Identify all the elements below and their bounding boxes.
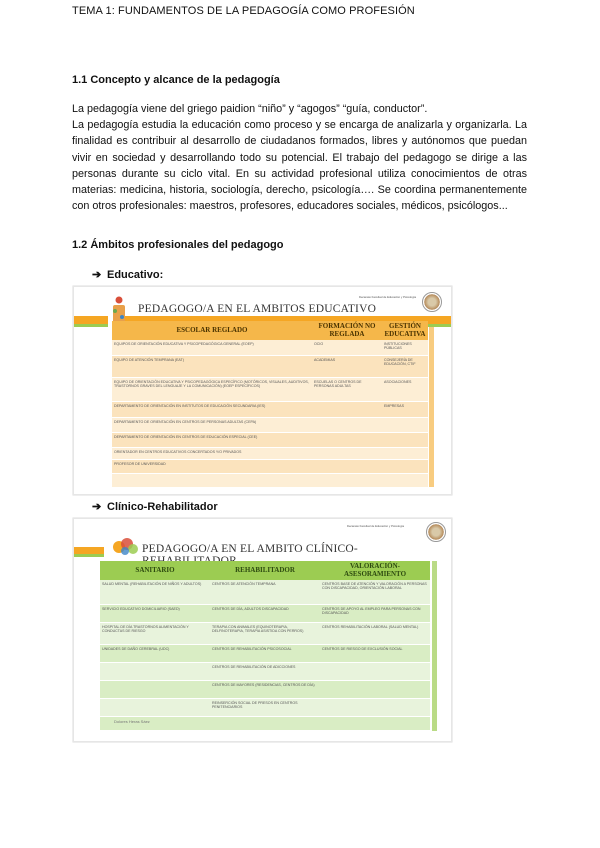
table-cell: ESCUELAS O CENTROS DE PERSONAS ADULTAS — [312, 377, 382, 401]
table-cell — [312, 401, 382, 417]
table-row — [112, 340, 428, 355]
col-header: VALORACIÓN-ASESORAMIENTO — [320, 561, 430, 580]
table-cell: DEPARTAMENTO DE ORIENTACIÓN EN CENTROS DE PERSONAS ADULTAS (CEPA) — [112, 417, 312, 432]
slide-clinico — [73, 518, 452, 742]
bullet-clinico — [92, 500, 218, 513]
table-cell: CENTROS DE MAYORES (RESIDENCIAS, CENTROS DE DÍA) — [210, 680, 320, 698]
table-cell: UNIDADES DE DAÑO CEREBRAL (UDC) — [100, 644, 210, 662]
table-cell: CENTROS DE REHABILITACIÓN DE ADICCIONES — [210, 662, 320, 680]
slide-author: Dolores Heras Sáez — [114, 719, 150, 724]
table-cell: EQUIPO DE ORIENTACIÓN EDUCATIVA Y PSICOPEDAGÓGICA ESPECÍFICO (MOTÓRICOS, VISUALES, AUDITIVOS, TRASTORNOS GRAVES DEL LENGUAJE Y LA COMUNICACIÓN) (EOEP ESPECÍFICOS) — [112, 377, 312, 401]
table-cell — [320, 680, 430, 698]
table-row — [100, 622, 430, 644]
slide-title: PEDAGOGO/A EN EL AMBITOS EDUCATIVO — [138, 303, 377, 315]
table-row — [112, 459, 428, 473]
arrow-icon: ➔ — [92, 501, 102, 513]
table-row — [100, 644, 430, 662]
table-cell — [320, 698, 430, 716]
table-cell — [312, 432, 382, 447]
university-seal-icon — [422, 292, 442, 312]
table-row — [100, 698, 430, 716]
col-header: REHABILITADOR — [210, 561, 320, 580]
concept-paragraph — [72, 101, 527, 214]
table-cell: EQUIPOS DE ORIENTACIÓN EDUCATIVA Y PSICOPEDAGÓGICA GENERAL (EOEP) — [112, 340, 312, 355]
table-cell: PROFESOR DE UNIVERSIDAD — [112, 459, 312, 473]
table-cell — [210, 716, 320, 730]
table-cell: ASOCIACIONES — [382, 377, 428, 401]
page-header: TEMA 1: FUNDAMENTOS DE LA PEDAGOGÍA COMO PROFESIÓN — [72, 5, 415, 17]
table-cell: CENTROS DE DÍA, ADULTOS DISCAPACIDAD — [210, 604, 320, 622]
institution-name: Decanato Facultad de Educación y Psicología — [358, 295, 416, 299]
table-cell — [382, 459, 428, 473]
clinico-table — [100, 561, 430, 731]
table-cell: CENTROS DE APOYO AL EMPLEO PARA PERSONAS CON DISCAPACIDAD — [320, 604, 430, 622]
table-cell: ORIENTADOR EN CENTROS EDUCATIVOS CONCERTADOS Y/O PRIVADOS — [112, 447, 312, 459]
table-cell: CENTROS DE ATENCIÓN TEMPRANA — [210, 580, 320, 604]
table-cell — [112, 473, 312, 487]
table-cell — [320, 662, 430, 680]
table-cell: CENTROS REHABILITACIÓN LABORAL (SALUD MENTAL) — [320, 622, 430, 644]
etymology-text: La pedagogía viene del griego paidion “niño” y “agogos” “guía, conductor”. — [72, 103, 428, 115]
section-title-areas: 1.2 Ámbitos profesionales del pedagogo — [72, 239, 284, 251]
slide-educativo — [73, 286, 452, 495]
table-row — [112, 355, 428, 377]
table-cell: CONSEJERÍA DE EDUCACIÓN, CTIF — [382, 355, 428, 377]
table-row — [112, 473, 428, 487]
table-cell: EMPRESAS — [382, 401, 428, 417]
table-cell: OCIO — [312, 340, 382, 355]
bullet-label: Clínico-Rehabilitador — [107, 501, 218, 513]
col-header: GESTIÓN EDUCATIVA — [382, 321, 428, 340]
table-cell — [382, 447, 428, 459]
table-cell: CENTROS DE REHABILITACIÓN PSICOSOCIAL — [210, 644, 320, 662]
bullet-educativo — [92, 268, 163, 281]
col-header: SANITARIO — [100, 561, 210, 580]
table-cell: DEPARTAMENTO DE ORIENTACIÓN EN INSTITUTOS DE EDUCACIÓN SECUNDARIA (IES) — [112, 401, 312, 417]
table-cell — [100, 680, 210, 698]
arrow-icon: ➔ — [92, 269, 102, 281]
table-cell: DEPARTAMENTO DE ORIENTACIÓN EN CENTROS DE EDUCACIÓN ESPECIAL (CEE) — [112, 432, 312, 447]
table-cell — [382, 432, 428, 447]
table-cell: HOSPITAL DE DÍA TRASTORNOS ALIMENTACIÓN Y CONDUCTAS DE RIESGO — [100, 622, 210, 644]
table-cell: REINSERCIÓN SOCIAL DE PRESOS EN CENTROS PENITENCIARIOS — [210, 698, 320, 716]
table-row — [112, 432, 428, 447]
table-cell — [312, 473, 382, 487]
table-cell: ACADEMIAS — [312, 355, 382, 377]
section-title-concept: 1.1 Concepto y alcance de la pedagogía — [72, 74, 280, 86]
table-cell: CENTROS BASE DE ATENCIÓN Y VALORACIÓN A PERSONAS CON DISCAPACIDAD, ORIENTACIÓN LABORAL — [320, 580, 430, 604]
slide-title: PEDAGOGO/A EN EL AMBITO CLÍNICO- — [142, 543, 358, 555]
col-header: ESCOLAR REGLADO — [112, 321, 312, 340]
university-seal-icon — [426, 522, 446, 542]
table-cell — [312, 459, 382, 473]
definition-text: La pedagogía estudia la educación como proceso y se encarga de analizarla y organizarla. La finalidad es contribuir al desarrollo de ciudadanos formados, libres y autónomos que puedan vivir en sociedad y desarrollando todo su potencial. El trabajo del pedagogo se dirige a las personas durante su ciclo vital. En su actividad profesional utiliza conocimientos de otras materias: medicina, historia, sociología, derecho, psicología…. Se coordina permanentemente con otros profesionales: maestros, profesores, educadores sociales, médicos, psicólogos... — [72, 119, 527, 213]
table-cell — [100, 698, 210, 716]
colorful-circles-icon — [112, 535, 140, 557]
bullet-label: Educativo: — [107, 269, 164, 281]
table-cell — [312, 417, 382, 432]
table-row — [112, 401, 428, 417]
table-cell — [382, 417, 428, 432]
table-cell: INSTITUCIONES PÚBLICAS — [382, 340, 428, 355]
table-row — [100, 662, 430, 680]
institution-name: Decanato Facultad de Educación y Psicología — [346, 524, 404, 528]
table-cell: SERVICIO EDUCATIVO DOMICILIARIO (SAED) — [100, 604, 210, 622]
table-row — [100, 680, 430, 698]
table-cell: EQUIPO DE ATENCIÓN TEMPRANA (EAT) — [112, 355, 312, 377]
table-cell — [312, 447, 382, 459]
table-cell: CENTROS DE RIESGO DE EXCLUSIÓN SOCIAL — [320, 644, 430, 662]
educativo-table — [112, 321, 428, 488]
table-row — [112, 377, 428, 401]
table-cell — [320, 716, 430, 730]
table-row — [100, 604, 430, 622]
table-cell — [382, 473, 428, 487]
table-cell: TERAPIA CON ANIMALES (EQUINOTERAPIA, DELFINOTERAPIA, TERAPIA ASISTIDA CON PERROS) — [210, 622, 320, 644]
table-row — [112, 447, 428, 459]
table-cell: SALUD MENTAL (REHABILITACIÓN DE NIÑOS Y ADULTOS) — [100, 580, 210, 604]
table-row — [112, 417, 428, 432]
table-cell — [100, 662, 210, 680]
col-header: FORMACIÓN NO REGLADA — [312, 321, 382, 340]
table-row — [100, 580, 430, 604]
